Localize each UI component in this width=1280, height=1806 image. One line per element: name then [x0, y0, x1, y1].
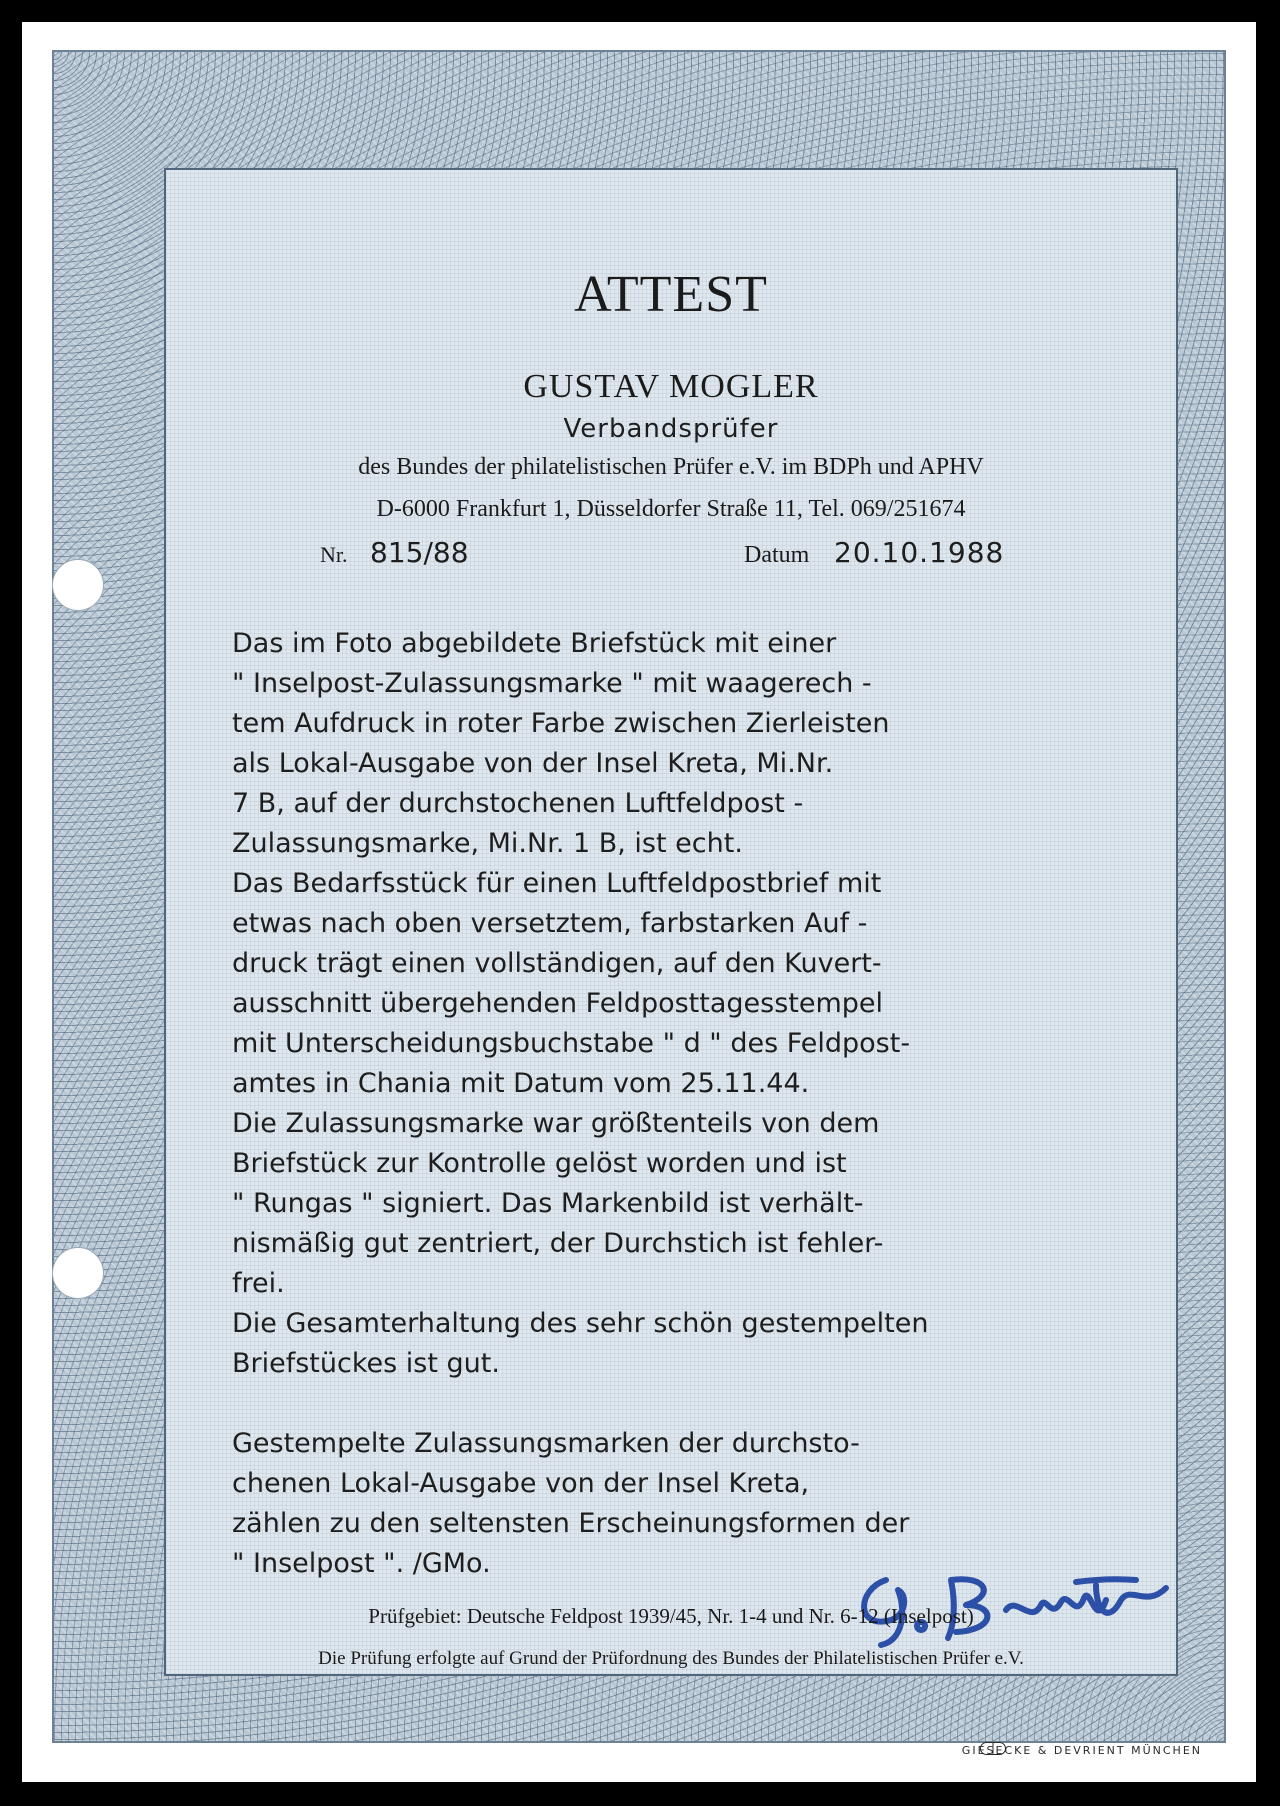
certificate-title: ATTEST	[574, 266, 768, 323]
body-line: druck trägt einen vollständigen, auf den Kuvert-	[232, 948, 882, 979]
handwritten-signature	[846, 1550, 1176, 1650]
body-line: zählen zu den seltensten Erscheinungsformen der	[232, 1508, 910, 1539]
certificate-number-label: Nr.	[320, 542, 348, 567]
certificate-date: 20.10.1988	[834, 536, 1005, 569]
certificate-panel	[164, 168, 1178, 1676]
body-line: tem Aufdruck in roter Farbe zwischen Zierleisten	[232, 708, 890, 739]
body-line: mit Unterscheidungsbuchstabe " d " des Feldpost-	[232, 1028, 911, 1059]
body-line: nismäßig gut zentriert, der Durchstich ist fehler-	[232, 1228, 884, 1259]
certificate-number: 815/88	[370, 536, 469, 569]
body-line: Gestempelte Zulassungsmarken der durchsto-	[232, 1428, 860, 1459]
body-line: Die Zulassungsmarke war größtenteils von dem	[232, 1108, 880, 1139]
printer-imprint: GIESECKE & DEVRIENT MÜNCHEN	[961, 1744, 1202, 1757]
examiner-role: Verbandsprüfer	[563, 414, 779, 444]
date-label: Datum	[744, 542, 810, 568]
certificate-sheet	[22, 22, 1256, 1782]
body-line: Briefstück zur Kontrolle gelöst worden und ist	[232, 1148, 847, 1179]
examination-scope: Prüfgebiet: Deutsche Feldpost 1939/45, Nr. 1-4 und Nr. 6-12 (Inselpost)	[368, 1604, 974, 1628]
examiner-address: D-6000 Frankfurt 1, Düsseldorfer Straße 11, Tel. 069/251674	[376, 496, 966, 522]
examiner-name: GUSTAV MOGLER	[523, 368, 819, 405]
body-line: amtes in Chania mit Datum vom 25.11.44.	[232, 1068, 810, 1099]
body-line: Briefstückes ist gut.	[232, 1348, 500, 1379]
body-line: " Inselpost ". /GMo.	[232, 1548, 491, 1579]
punch-hole	[52, 559, 104, 611]
guilloche-border	[52, 50, 1226, 1743]
body-line: etwas nach oben versetztem, farbstarken Auf -	[232, 908, 868, 939]
body-line: " Rungas " signiert. Das Markenbild ist verhält-	[232, 1188, 864, 1219]
body-line: ausschnitt übergehenden Feldposttagesstempel	[232, 988, 884, 1019]
certificate-body	[232, 624, 1132, 1584]
body-line: Die Gesamterhaltung des sehr schön gestempelten	[232, 1308, 929, 1339]
body-line	[232, 1384, 1132, 1424]
body-line: Das im Foto abgebildete Briefstück mit einer	[232, 628, 837, 659]
body-line: Zulassungsmarke, Mi.Nr. 1 B, ist echt.	[232, 828, 743, 859]
punch-hole	[52, 1247, 104, 1299]
body-line: frei.	[232, 1268, 285, 1299]
examination-rules-note: Die Prüfung erfolgte auf Grund der Prüfordnung des Bundes der Philatelistischen Prüfer e.V.	[318, 1648, 1024, 1669]
body-line: als Lokal-Ausgabe von der Insel Kreta, Mi.Nr.	[232, 748, 834, 779]
body-line: Das Bedarfsstück für einen Luftfeldpostbrief mit	[232, 868, 882, 899]
body-line: " Inselpost-Zulassungsmarke " mit waagerech -	[232, 668, 872, 699]
body-line: 7 B, auf der durchstochenen Luftfeldpost -	[232, 788, 804, 819]
examiner-association: des Bundes der philatelistischen Prüfer e.V. im BDPh und APHV	[358, 454, 984, 480]
body-line: chenen Lokal-Ausgabe von der Insel Kreta,	[232, 1468, 810, 1499]
